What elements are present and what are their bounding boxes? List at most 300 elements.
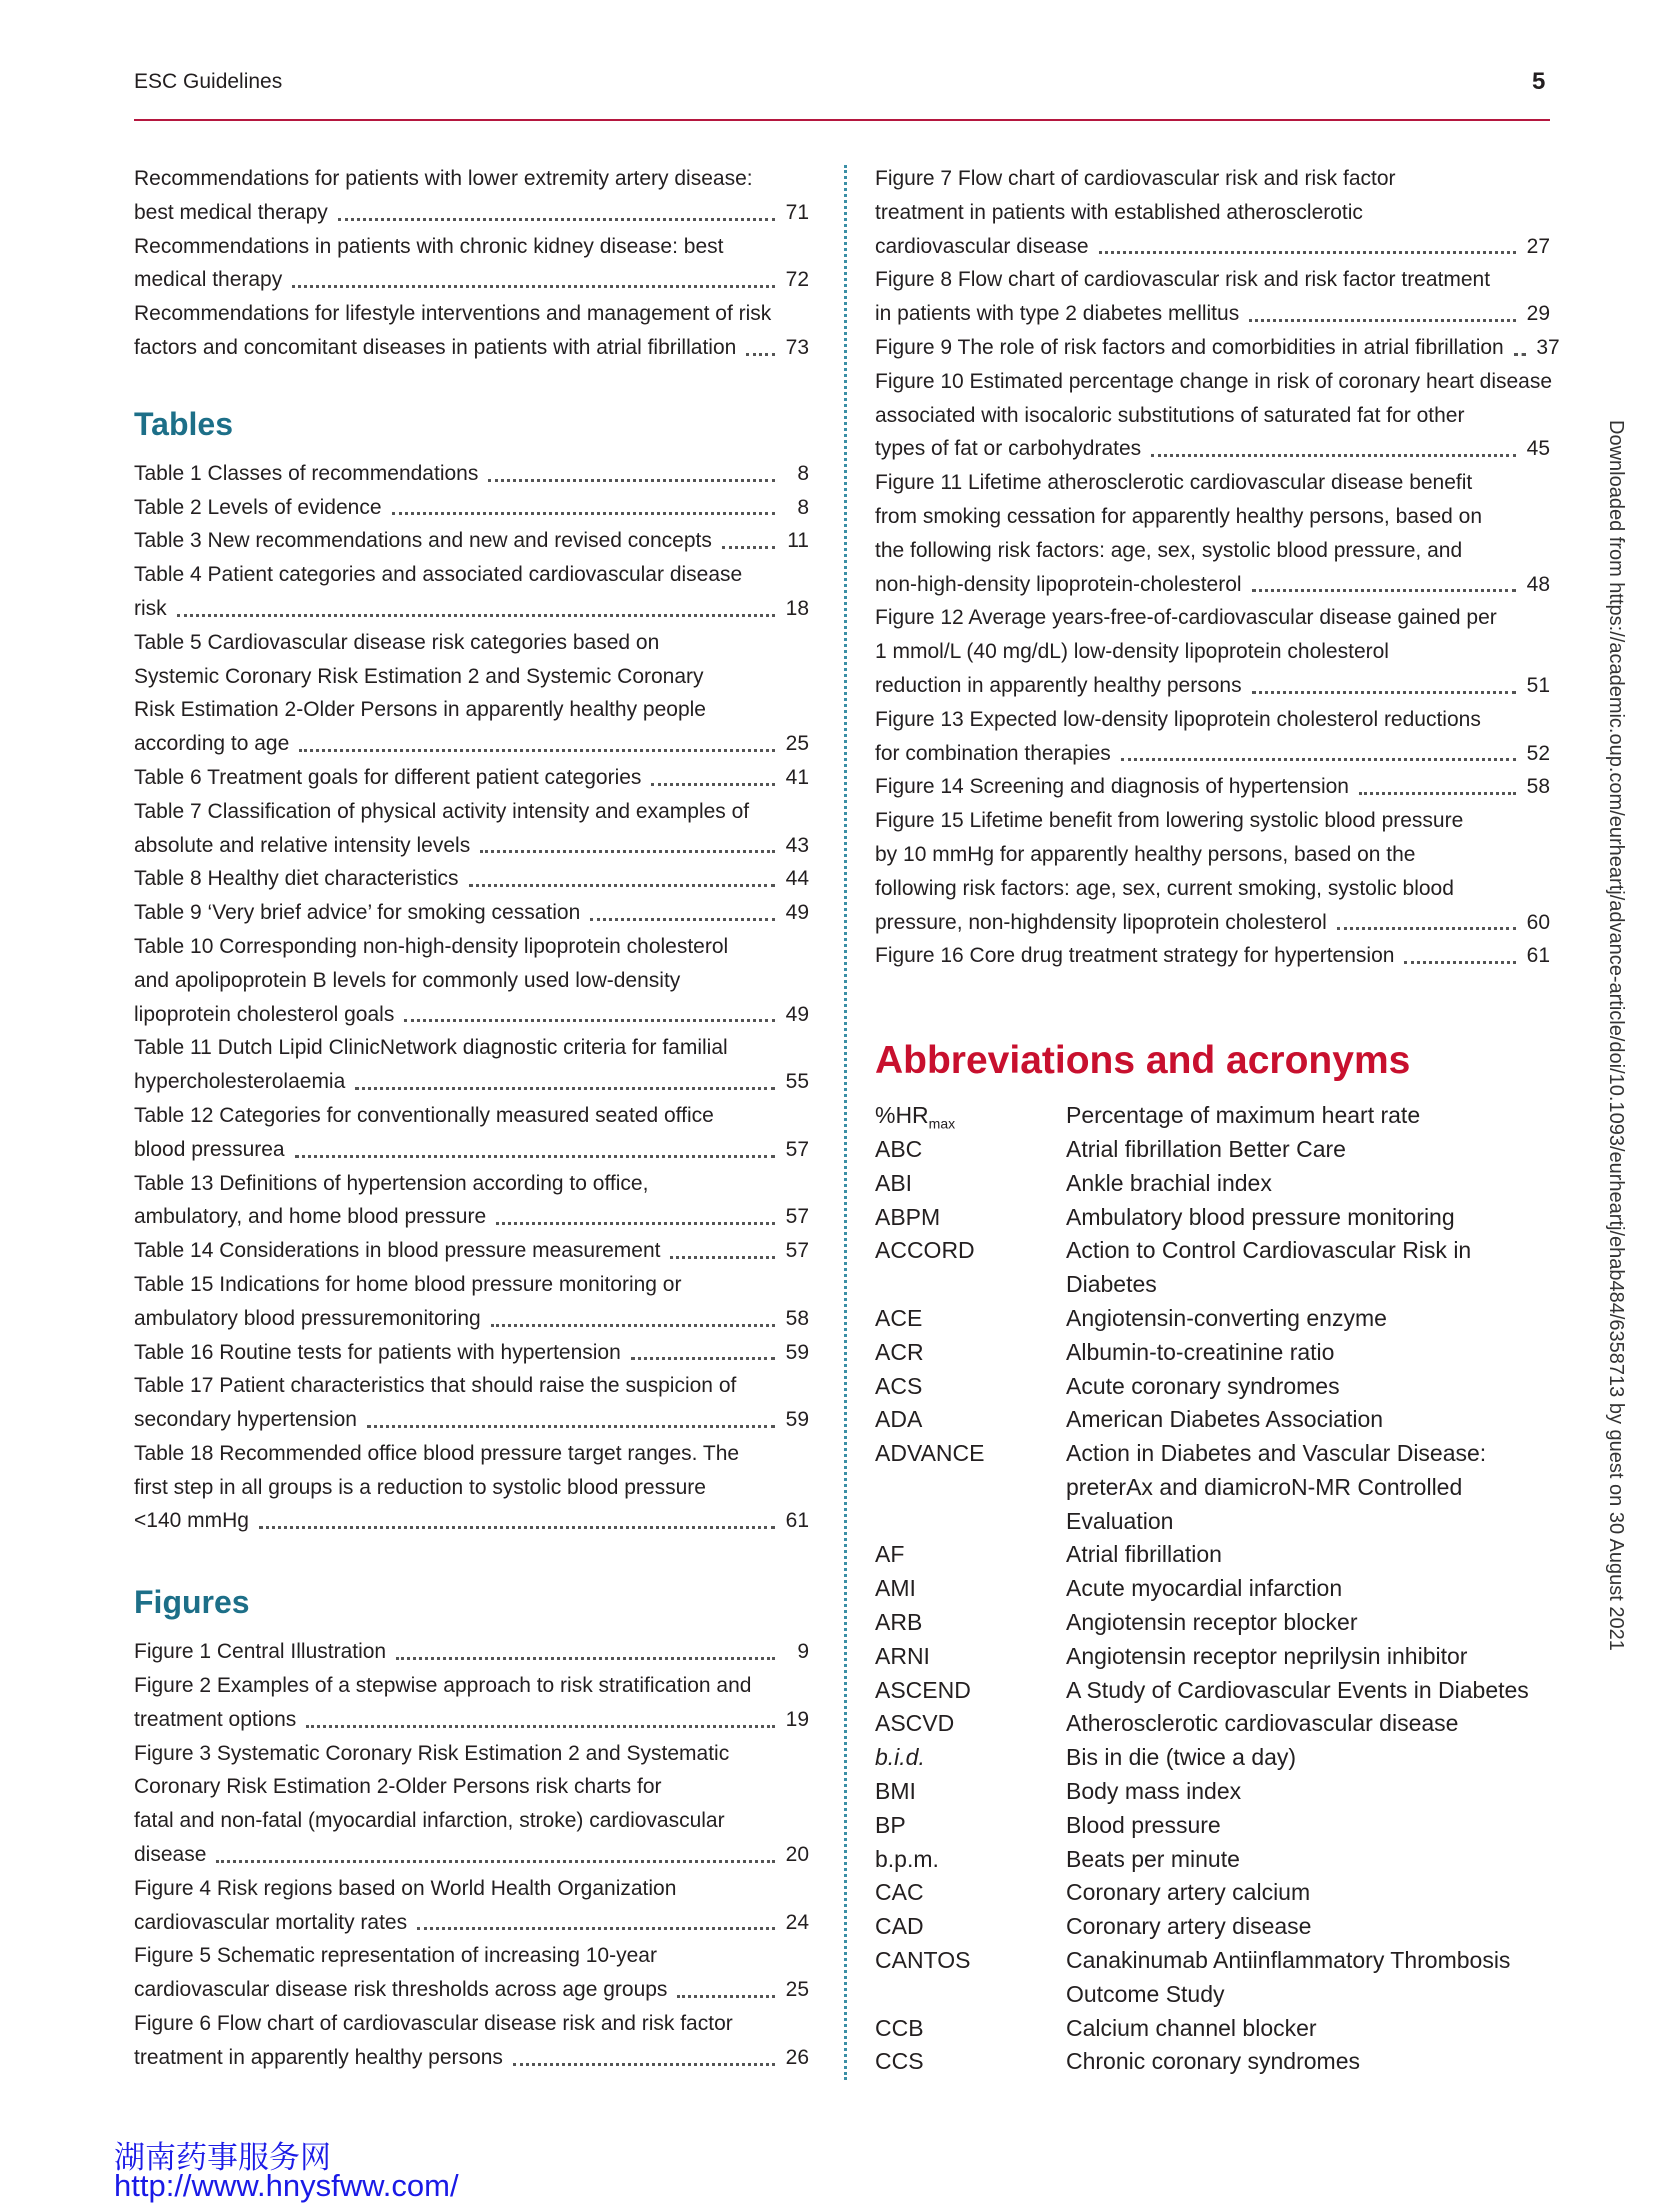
toc-entry-text: absolute and relative intensity levels bbox=[134, 833, 471, 857]
abbreviation-term bbox=[875, 1538, 1066, 1572]
toc-entry-text: lipoprotein cholesterol goals bbox=[134, 1002, 395, 1026]
toc-page-number: 43 bbox=[785, 833, 809, 857]
dot-leader bbox=[1404, 961, 1516, 964]
abbreviation-definition: Beats per minute bbox=[1066, 1845, 1240, 1872]
toc-entry[interactable] bbox=[875, 804, 1550, 939]
toc-entry-text: Figure 1 Central Illustration bbox=[134, 1640, 387, 1664]
download-note: Downloaded from https://academic.oup.com/eurheartj/advance-article/doi/10.1093/eurheartj/ehab484/6358713 by guest on 30 August 2021 bbox=[1605, 420, 1627, 1651]
toc-entry-text: Table 13 Definitions of hypertension according to office, bbox=[134, 1171, 649, 1195]
dot-leader bbox=[746, 353, 775, 356]
dot-leader bbox=[367, 1425, 775, 1428]
dot-leader bbox=[396, 1657, 775, 1660]
toc-page-number: 49 bbox=[785, 1002, 809, 1026]
toc-entry-text: Figure 16 Core drug treatment strategy for hypertension bbox=[875, 944, 1395, 968]
toc-entry-text: Figure 4 Risk regions based on World Health Organization bbox=[134, 1876, 677, 1900]
abbreviation-definition: Albumin-to-creatinine ratio bbox=[1066, 1338, 1335, 1365]
toc-entry[interactable] bbox=[134, 1369, 809, 1437]
recommendations-list bbox=[134, 162, 809, 365]
toc-entry-text: Figure 8 Flow chart of cardiovascular risk and risk factor treatment bbox=[875, 268, 1491, 292]
abbreviation-term bbox=[875, 1437, 1066, 1538]
abbreviation-definition: Canakinumab Antiinflammatory Thrombosis Outcome Study bbox=[1066, 1947, 1511, 2007]
toc-entry-text: Figure 7 Flow chart of cardiovascular risk and risk factor bbox=[875, 167, 1396, 190]
abbreviation-term-text: b.p.m. bbox=[875, 1845, 939, 1872]
toc-entry-text: secondary hypertension bbox=[134, 1408, 357, 1432]
abbreviation-term-text: ARNI bbox=[875, 1642, 930, 1669]
toc-entry-text: Table 17 Patient characteristics that should raise the suspicion of bbox=[134, 1374, 737, 1398]
toc-entry-text: according to age bbox=[134, 732, 290, 756]
dot-leader bbox=[651, 783, 775, 786]
toc-page-number: 25 bbox=[785, 1978, 809, 2002]
toc-entry-text: cardiovascular mortality rates bbox=[134, 1910, 408, 1934]
abbreviation-term-text: ABC bbox=[875, 1135, 923, 1162]
abbreviation-term-text: ACCORD bbox=[875, 1237, 975, 1264]
abbreviation-row bbox=[875, 1707, 1550, 1741]
abbreviation-row bbox=[875, 1167, 1550, 1201]
dot-leader bbox=[295, 1155, 775, 1158]
toc-entry-text: Systemic Coronary Risk Estimation 2 and Systemic Coronary bbox=[134, 664, 704, 688]
toc-page-number: 24 bbox=[785, 1910, 809, 1934]
abbreviation-term bbox=[875, 1809, 1066, 1843]
abbreviation-term bbox=[875, 1099, 1066, 1133]
toc-page-number: 9 bbox=[797, 1640, 809, 1664]
toc-page-number: 11 bbox=[787, 529, 809, 553]
abbreviation-definition: Coronary artery disease bbox=[1066, 1913, 1312, 1940]
toc-page-number: 57 bbox=[785, 1239, 809, 1263]
abbreviation-definition: American Diabetes Association bbox=[1066, 1406, 1384, 1433]
toc-entry-text: ambulatory blood pressuremonitoring bbox=[134, 1306, 481, 1330]
abbreviation-term-text: b.i.d. bbox=[875, 1744, 925, 1771]
abbreviation-row bbox=[875, 2045, 1550, 2079]
toc-entry-text: Table 3 New recommendations and new and revised concepts bbox=[134, 529, 712, 553]
abbreviation-row bbox=[875, 1538, 1550, 1572]
toc-entry[interactable] bbox=[875, 770, 1550, 804]
toc-page-number: 58 bbox=[1526, 775, 1550, 799]
toc-entry-text: treatment in patients with established atherosclerotic bbox=[875, 200, 1363, 224]
abbreviation-row bbox=[875, 1302, 1550, 1336]
dot-leader bbox=[513, 2063, 775, 2066]
toc-entry-text: Figure 10 Estimated percentage change in risk of coronary heart disease bbox=[875, 369, 1553, 393]
toc-page-number: 52 bbox=[1526, 741, 1550, 765]
toc-page-number: 41 bbox=[785, 765, 809, 789]
abbreviation-term bbox=[875, 1234, 1066, 1302]
abbreviation-row bbox=[875, 1674, 1550, 1708]
toc-page-number: 72 bbox=[785, 268, 809, 292]
toc-page-number: 57 bbox=[785, 1137, 809, 1161]
dot-leader bbox=[488, 479, 775, 482]
abbreviation-term bbox=[875, 1910, 1066, 1944]
abbreviation-row bbox=[875, 1437, 1550, 1538]
toc-entry[interactable] bbox=[134, 1234, 809, 1268]
abbreviation-term bbox=[875, 1572, 1066, 1606]
toc-entry-text: reduction in apparently healthy persons bbox=[875, 673, 1242, 697]
toc-entry[interactable] bbox=[875, 263, 1550, 331]
abbreviation-term bbox=[875, 1302, 1066, 1336]
abbreviation-term-text: ADVANCE bbox=[875, 1440, 985, 1467]
dot-leader bbox=[1249, 319, 1516, 322]
abbreviation-term bbox=[875, 1707, 1066, 1741]
toc-entry-text: Table 16 Routine tests for patients with hypertension bbox=[134, 1340, 621, 1364]
toc-entry-text: Table 11 Dutch Lipid ClinicNetwork diagnostic criteria for familial bbox=[134, 1036, 728, 1060]
dot-leader bbox=[469, 884, 776, 887]
toc-entry-text: hypercholesterolaemia bbox=[134, 1070, 346, 1094]
toc-entry-text: first step in all groups is a reduction to systolic blood pressure bbox=[134, 1475, 706, 1499]
abbreviation-row bbox=[875, 1910, 1550, 1944]
toc-entry-text: non-high-density lipoprotein-cholesterol bbox=[875, 572, 1242, 596]
abbreviation-row bbox=[875, 1099, 1550, 1133]
toc-entry-text: Figure 3 Systematic Coronary Risk Estimation 2 and Systematic bbox=[134, 1741, 730, 1765]
abbreviation-definition: Acute myocardial infarction bbox=[1066, 1575, 1343, 1602]
abbreviation-row bbox=[875, 1234, 1550, 1302]
toc-entry-text: Table 14 Considerations in blood pressure measurement bbox=[134, 1239, 661, 1263]
abbreviation-definition: Chronic coronary syndromes bbox=[1066, 2048, 1361, 2075]
toc-entry-text: Table 9 ‘Very brief advice’ for smoking cessation bbox=[134, 901, 581, 925]
abbreviation-term-text: CCS bbox=[875, 2048, 924, 2075]
dot-leader bbox=[1252, 691, 1516, 694]
toc-entry[interactable] bbox=[875, 703, 1550, 771]
toc-entry[interactable] bbox=[134, 1669, 809, 1737]
figures-list-left bbox=[134, 1635, 809, 2074]
toc-page-number: 8 bbox=[797, 495, 809, 519]
toc-page-number: 29 bbox=[1526, 302, 1550, 326]
toc-entry[interactable] bbox=[134, 1872, 809, 1940]
abbreviation-row bbox=[875, 1336, 1550, 1370]
toc-entry-text: Figure 12 Average years-free-of-cardiovascular disease gained per bbox=[875, 606, 1497, 630]
footer-url-link[interactable]: http://www.hnysfww.com/ bbox=[114, 2168, 459, 2203]
abbreviation-term-text: ABI bbox=[875, 1169, 913, 1196]
abbreviation-row bbox=[875, 1944, 1550, 2012]
abbreviation-term-text: CANTOS bbox=[875, 1947, 971, 1974]
toc-entry[interactable] bbox=[134, 1099, 809, 1167]
toc-page-number: 61 bbox=[1526, 944, 1550, 968]
toc-entry-text: Table 7 Classification of physical activity intensity and examples of bbox=[134, 799, 750, 823]
abbreviation-term bbox=[875, 1606, 1066, 1640]
toc-entry-text: in patients with type 2 diabetes mellitus bbox=[875, 302, 1240, 326]
toc-page-number: 55 bbox=[785, 1070, 809, 1094]
abbreviation-term bbox=[875, 1741, 1066, 1775]
toc-entry-text: disease bbox=[134, 1843, 207, 1867]
toc-entry[interactable] bbox=[875, 365, 1553, 466]
dot-leader bbox=[1359, 792, 1516, 795]
toc-entry-text: Figure 14 Screening and diagnosis of hypertension bbox=[875, 775, 1349, 799]
toc-entry[interactable] bbox=[875, 331, 1560, 365]
abbreviation-row bbox=[875, 1741, 1550, 1775]
abbreviation-term bbox=[875, 1775, 1066, 1809]
dot-leader bbox=[177, 614, 775, 617]
toc-entry[interactable] bbox=[875, 939, 1550, 973]
toc-entry-text: Table 10 Corresponding non-high-density lipoprotein cholesterol bbox=[134, 934, 729, 958]
abbreviation-row bbox=[875, 1370, 1550, 1404]
dot-leader bbox=[299, 749, 775, 752]
abbreviation-term-text: BP bbox=[875, 1811, 906, 1838]
figures-heading: Figures bbox=[134, 1584, 250, 1621]
abbreviation-definition: Ankle brachial index bbox=[1066, 1169, 1272, 1196]
abbreviation-term bbox=[875, 1674, 1066, 1708]
journal-header: ESC Guidelines bbox=[134, 70, 283, 93]
toc-entry-text: cardiovascular disease bbox=[875, 234, 1089, 258]
abbreviation-term-text: CCB bbox=[875, 2014, 924, 2041]
toc-entry-text: Figure 13 Expected low-density lipoprotein cholesterol reductions bbox=[875, 707, 1481, 731]
toc-page-number: 8 bbox=[797, 461, 809, 485]
abbreviation-term-text: %HR bbox=[875, 1102, 929, 1129]
toc-entry[interactable] bbox=[134, 297, 809, 365]
toc-entry-text: Table 1 Classes of recommendations bbox=[134, 461, 479, 485]
dot-leader bbox=[480, 850, 775, 853]
abbreviation-definition: Blood pressure bbox=[1066, 1811, 1221, 1838]
abbreviation-term-text: ACR bbox=[875, 1338, 924, 1365]
dot-leader bbox=[216, 1860, 775, 1863]
toc-entry-text: <140 mmHg bbox=[134, 1509, 249, 1533]
abbreviation-term bbox=[875, 2045, 1066, 2079]
toc-entry-text: Table 18 Recommended office blood pressure target ranges. The bbox=[134, 1441, 740, 1465]
toc-entry[interactable] bbox=[134, 1635, 809, 1669]
abbreviation-term-text: ACE bbox=[875, 1304, 923, 1331]
dot-leader bbox=[1099, 251, 1516, 254]
toc-entry-text: Table 12 Categories for conventionally measured seated office bbox=[134, 1103, 714, 1127]
abbreviation-definition: Coronary artery calcium bbox=[1066, 1879, 1311, 1906]
right-column bbox=[875, 162, 1560, 2079]
toc-entry-text: Recommendations for lifestyle interventions and management of risk bbox=[134, 302, 772, 326]
toc-page-number: 20 bbox=[785, 1843, 809, 1867]
abbreviation-term-text: AMI bbox=[875, 1575, 916, 1602]
abbreviation-term bbox=[875, 1843, 1066, 1877]
abbreviation-term-text: ABPM bbox=[875, 1203, 941, 1230]
toc-entry-text: Figure 2 Examples of a stepwise approach to risk stratification and bbox=[134, 1674, 752, 1698]
abbreviation-term bbox=[875, 1403, 1066, 1437]
toc-entry-text: Table 2 Levels of evidence bbox=[134, 495, 382, 519]
toc-entry-text: cardiovascular disease risk thresholds across age groups bbox=[134, 1978, 668, 2002]
tables-list bbox=[134, 457, 809, 1539]
toc-entry-text: risk bbox=[134, 596, 167, 620]
abbreviation-term bbox=[875, 1133, 1066, 1167]
page-number: 5 bbox=[1532, 68, 1546, 95]
left-column bbox=[134, 162, 809, 2075]
toc-entry-text: associated with isocaloric substitutions of saturated fat for other bbox=[875, 403, 1465, 427]
toc-entry-text: Table 4 Patient categories and associated cardiovascular disease bbox=[134, 563, 743, 587]
toc-page-number: 25 bbox=[785, 732, 809, 756]
abbreviation-term bbox=[875, 1336, 1066, 1370]
toc-entry[interactable] bbox=[134, 930, 809, 1031]
dot-leader bbox=[590, 918, 775, 921]
toc-entry-text: fatal and non-fatal (myocardial infarction, stroke) cardiovascular bbox=[134, 1809, 725, 1833]
dot-leader bbox=[1151, 454, 1516, 457]
toc-entry-text: Table 6 Treatment goals for different patient categories bbox=[134, 765, 642, 789]
toc-entry-text: from smoking cessation for apparently healthy persons, based on bbox=[875, 504, 1483, 528]
toc-page-number: 19 bbox=[785, 1707, 809, 1731]
toc-page-number: 51 bbox=[1526, 673, 1550, 697]
footer-site-name[interactable]: 湖南药事服务网 bbox=[114, 2140, 331, 2176]
toc-page-number: 48 bbox=[1526, 572, 1550, 596]
toc-entry[interactable] bbox=[875, 466, 1550, 601]
figures-list-right bbox=[875, 162, 1560, 973]
tables-heading: Tables bbox=[134, 405, 233, 442]
abbreviation-subscript: max bbox=[928, 1115, 956, 1132]
abbreviation-row bbox=[875, 1133, 1550, 1167]
abbreviation-definition: A Study of Cardiovascular Events in Diabetes bbox=[1066, 1676, 1529, 1703]
dot-leader bbox=[259, 1526, 775, 1529]
toc-entry-text: Table 5 Cardiovascular disease risk categories based on bbox=[134, 630, 660, 654]
abbreviation-term bbox=[875, 2012, 1066, 2046]
abbreviation-term-text: ACS bbox=[875, 1372, 923, 1399]
toc-entry[interactable] bbox=[134, 1737, 809, 1872]
abbreviation-term-text: AF bbox=[875, 1541, 905, 1568]
abbreviation-term-text: CAC bbox=[875, 1879, 924, 1906]
abbreviation-term-text: ARB bbox=[875, 1609, 923, 1636]
dot-leader bbox=[355, 1087, 775, 1090]
toc-entry-text: and apolipoprotein B levels for commonly used low-density bbox=[134, 968, 681, 992]
toc-page-number: 37 bbox=[1536, 335, 1560, 359]
abbreviation-term-text: CAD bbox=[875, 1913, 924, 1940]
toc-page-number: 73 bbox=[785, 335, 809, 359]
dot-leader bbox=[1514, 353, 1526, 356]
abbreviation-definition: Body mass index bbox=[1066, 1778, 1242, 1805]
toc-entry-text: Coronary Risk Estimation 2-Older Persons risk charts for bbox=[134, 1775, 662, 1799]
abbreviation-definition: Acute coronary syndromes bbox=[1066, 1372, 1340, 1399]
column-divider bbox=[844, 165, 847, 2080]
dot-leader bbox=[404, 1019, 775, 1022]
dot-leader bbox=[631, 1357, 775, 1360]
toc-entry[interactable] bbox=[134, 862, 809, 896]
abbreviation-definition: Calcium channel blocker bbox=[1066, 2014, 1317, 2041]
toc-entry-text: Table 15 Indications for home blood pressure monitoring or bbox=[134, 1272, 682, 1296]
abbreviation-definition: Ambulatory blood pressure monitoring bbox=[1066, 1203, 1455, 1230]
abbreviations-heading: Abbreviations and acronyms bbox=[875, 1039, 1411, 1083]
toc-entry[interactable] bbox=[134, 457, 809, 491]
toc-entry-text: Figure 6 Flow chart of cardiovascular disease risk and risk factor bbox=[134, 2012, 733, 2036]
abbreviations-list bbox=[875, 1099, 1550, 2079]
header-rule bbox=[134, 119, 1550, 121]
dot-leader bbox=[670, 1256, 775, 1259]
dot-leader bbox=[292, 285, 775, 288]
dot-leader bbox=[392, 512, 776, 515]
dot-leader bbox=[1121, 758, 1516, 761]
toc-entry-text: ambulatory, and home blood pressure bbox=[134, 1205, 487, 1229]
toc-entry[interactable] bbox=[134, 1939, 809, 2007]
dot-leader bbox=[417, 1927, 775, 1930]
toc-entry[interactable] bbox=[875, 601, 1550, 702]
abbreviation-row bbox=[875, 1572, 1550, 1606]
toc-entry[interactable] bbox=[134, 1336, 809, 1370]
abbreviation-term-text: ASCVD bbox=[875, 1710, 955, 1737]
abbreviation-row bbox=[875, 1775, 1550, 1809]
dot-leader bbox=[496, 1222, 775, 1225]
abbreviation-definition: Bis in die (twice a day) bbox=[1066, 1744, 1297, 1771]
abbreviation-definition: Action in Diabetes and Vascular Disease: preterAx and diamicroN-MR Controlled Evaluation bbox=[1066, 1440, 1487, 1534]
toc-entry[interactable] bbox=[875, 162, 1550, 263]
toc-entry[interactable] bbox=[134, 761, 809, 795]
toc-page-number: 44 bbox=[785, 867, 809, 891]
abbreviation-definition: Atrial fibrillation bbox=[1066, 1541, 1222, 1568]
abbreviation-definition: Angiotensin receptor neprilysin inhibitor bbox=[1066, 1642, 1468, 1669]
abbreviation-row bbox=[875, 1876, 1550, 1910]
toc-entry-text: 1 mmol/L (40 mg/dL) low-density lipoprotein cholesterol bbox=[875, 640, 1389, 664]
toc-entry-text: factors and concomitant diseases in patients with atrial fibrillation bbox=[134, 335, 737, 359]
toc-entry-text: blood pressurea bbox=[134, 1137, 285, 1161]
toc-page-number: 18 bbox=[785, 596, 809, 620]
toc-entry[interactable] bbox=[134, 1268, 809, 1336]
toc-entry-text: treatment in apparently healthy persons bbox=[134, 2045, 503, 2069]
abbreviation-row bbox=[875, 2012, 1550, 2046]
toc-page-number: 58 bbox=[785, 1306, 809, 1330]
toc-entry[interactable] bbox=[134, 1437, 809, 1538]
abbreviation-term-text: ASCEND bbox=[875, 1676, 971, 1703]
abbreviation-term bbox=[875, 1876, 1066, 1910]
abbreviation-definition: Percentage of maximum heart rate bbox=[1066, 1102, 1421, 1129]
toc-page-number: 61 bbox=[785, 1509, 809, 1533]
toc-entry-text: Figure 9 The role of risk factors and comorbidities in atrial fibrillation bbox=[875, 335, 1504, 359]
abbreviation-definition: Atrial fibrillation Better Care bbox=[1066, 1135, 1346, 1162]
abbreviation-term-text: BMI bbox=[875, 1778, 916, 1805]
toc-page-number: 27 bbox=[1526, 234, 1550, 258]
abbreviation-term-text: ADA bbox=[875, 1406, 923, 1433]
dot-leader bbox=[1337, 927, 1516, 930]
toc-entry-text: Figure 15 Lifetime benefit from lowering systolic blood pressure bbox=[875, 809, 1464, 833]
toc-entry-text: Risk Estimation 2-Older Persons in apparently healthy people bbox=[134, 698, 706, 722]
abbreviation-term bbox=[875, 1944, 1066, 2012]
toc-entry-text: by 10 mmHg for apparently healthy persons, based on the bbox=[875, 842, 1416, 866]
abbreviation-term bbox=[875, 1370, 1066, 1404]
toc-entry[interactable] bbox=[134, 524, 809, 558]
toc-page-number: 57 bbox=[785, 1205, 809, 1229]
toc-page-number: 71 bbox=[785, 200, 809, 224]
toc-entry-text: following risk factors: age, sex, current smoking, systolic blood bbox=[875, 876, 1454, 900]
dot-leader bbox=[677, 1995, 775, 1998]
abbreviation-row bbox=[875, 1640, 1550, 1674]
toc-entry[interactable] bbox=[134, 230, 809, 298]
dot-leader bbox=[306, 1725, 775, 1728]
toc-entry-text: medical therapy bbox=[134, 268, 283, 292]
abbreviation-row bbox=[875, 1809, 1550, 1843]
toc-page-number: 59 bbox=[785, 1408, 809, 1432]
dot-leader bbox=[338, 218, 775, 221]
toc-page-number: 26 bbox=[785, 2045, 809, 2069]
toc-entry[interactable] bbox=[134, 491, 809, 525]
toc-entry-text: for combination therapies bbox=[875, 741, 1111, 765]
toc-entry[interactable] bbox=[134, 162, 809, 230]
toc-entry-text: Figure 11 Lifetime atherosclerotic cardiovascular disease benefit bbox=[875, 471, 1473, 495]
abbreviation-definition: Action to Control Cardiovascular Risk in Diabetes bbox=[1066, 1237, 1472, 1298]
toc-page-number: 49 bbox=[785, 901, 809, 925]
abbreviation-term bbox=[875, 1640, 1066, 1674]
abbreviation-term bbox=[875, 1167, 1066, 1201]
toc-entry-text: Recommendations in patients with chronic kidney disease: best bbox=[134, 234, 724, 258]
toc-entry[interactable] bbox=[134, 2007, 809, 2075]
toc-entry-text: Figure 5 Schematic representation of increasing 10-year bbox=[134, 1944, 657, 1968]
toc-page-number: 45 bbox=[1526, 437, 1550, 461]
toc-entry-text: pressure, non-highdensity lipoprotein cholesterol bbox=[875, 910, 1327, 934]
abbreviation-row bbox=[875, 1403, 1550, 1437]
dot-leader bbox=[491, 1324, 775, 1327]
toc-entry[interactable] bbox=[134, 1031, 809, 1099]
toc-entry[interactable] bbox=[134, 1167, 809, 1235]
toc-entry[interactable] bbox=[134, 896, 809, 930]
toc-entry-text: Table 8 Healthy diet characteristics bbox=[134, 867, 459, 891]
toc-page-number: 60 bbox=[1526, 910, 1550, 934]
abbreviation-row bbox=[875, 1201, 1550, 1235]
toc-entry[interactable] bbox=[134, 558, 809, 626]
toc-entry-text: types of fat or carbohydrates bbox=[875, 437, 1142, 461]
toc-entry-text: best medical therapy bbox=[134, 200, 328, 224]
abbreviation-row bbox=[875, 1843, 1550, 1877]
toc-page-number: 59 bbox=[785, 1340, 809, 1364]
toc-entry[interactable] bbox=[134, 626, 809, 761]
toc-entry[interactable] bbox=[134, 795, 809, 863]
dot-leader bbox=[1252, 589, 1516, 592]
toc-entry-text: treatment options bbox=[134, 1707, 297, 1731]
abbreviation-term bbox=[875, 1201, 1066, 1235]
abbreviation-definition: Angiotensin receptor blocker bbox=[1066, 1609, 1358, 1636]
abbreviation-row bbox=[875, 1606, 1550, 1640]
abbreviation-definition: Atherosclerotic cardiovascular disease bbox=[1066, 1710, 1459, 1737]
